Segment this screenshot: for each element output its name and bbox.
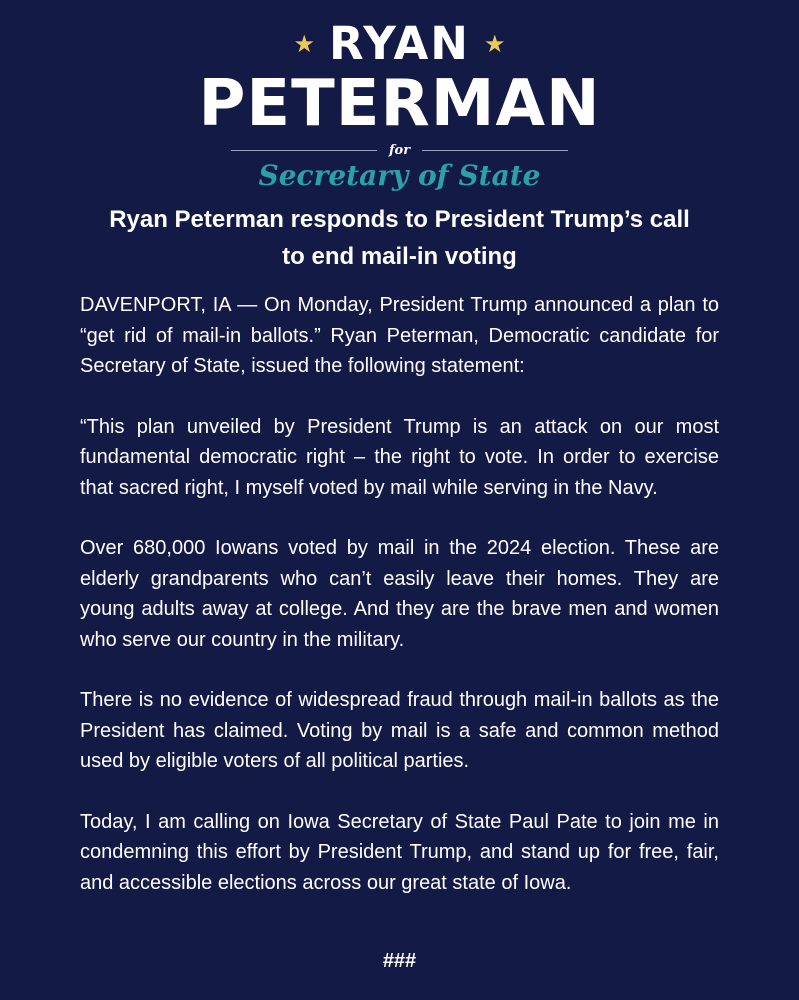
press-release-body [80, 290, 719, 928]
paragraph-dateline: DAVENPORT, IA — On Monday, President Trump announced a plan to “get rid of mail-in ballots.” Ryan Peterman, Democratic candidate for Secretary of State, issued the following statement: [80, 294, 719, 377]
logo-top-row [0, 18, 799, 70]
star-icon-left: ★ [293, 31, 316, 58]
paragraph-statement-1: “This plan unveiled by President Trump is an attack on our most fundamental democratic right – the right to vote. In order to exercise that sacred right, I myself voted by mail while serving in the Navy. [80, 415, 719, 499]
headline-line-2: to end mail-in voting [282, 243, 517, 270]
end-marker: ### [382, 950, 417, 972]
press-release-headline [60, 201, 739, 275]
campaign-logo [0, 18, 799, 193]
star-icon-right: ★ [483, 31, 506, 58]
headline-line-1: Ryan Peterman responds to President Trump’s call [109, 206, 690, 233]
logo-for-text: for [388, 142, 411, 158]
logo-office-title: Secretary of State [258, 159, 541, 192]
logo-rule-left [231, 150, 377, 151]
logo-last-name: PETERMAN [198, 67, 601, 141]
paragraph-statement-3: There is no evidence of widespread fraud through mail-in ballots as the President has claimed. Voting by mail is a safe and common method used by eligible voters of all political parties. [80, 689, 719, 772]
paragraph-statement-4: Today, I am calling on Iowa Secretary of State Paul Pate to join me in condemning this effort by President Trump, and stand up for free, fair, and accessible elections across our great state of Iowa. [80, 810, 719, 894]
paragraph-statement-2: Over 680,000 Iowans voted by mail in the 2024 election. These are elderly grandparents who can’t easily leave their homes. They are young adults away at college. And they are the brave men and women who serve our country in the military. [80, 537, 719, 651]
logo-first-name: RYAN [329, 17, 470, 70]
logo-rule-right [422, 150, 568, 151]
logo-for-row [0, 139, 799, 161]
